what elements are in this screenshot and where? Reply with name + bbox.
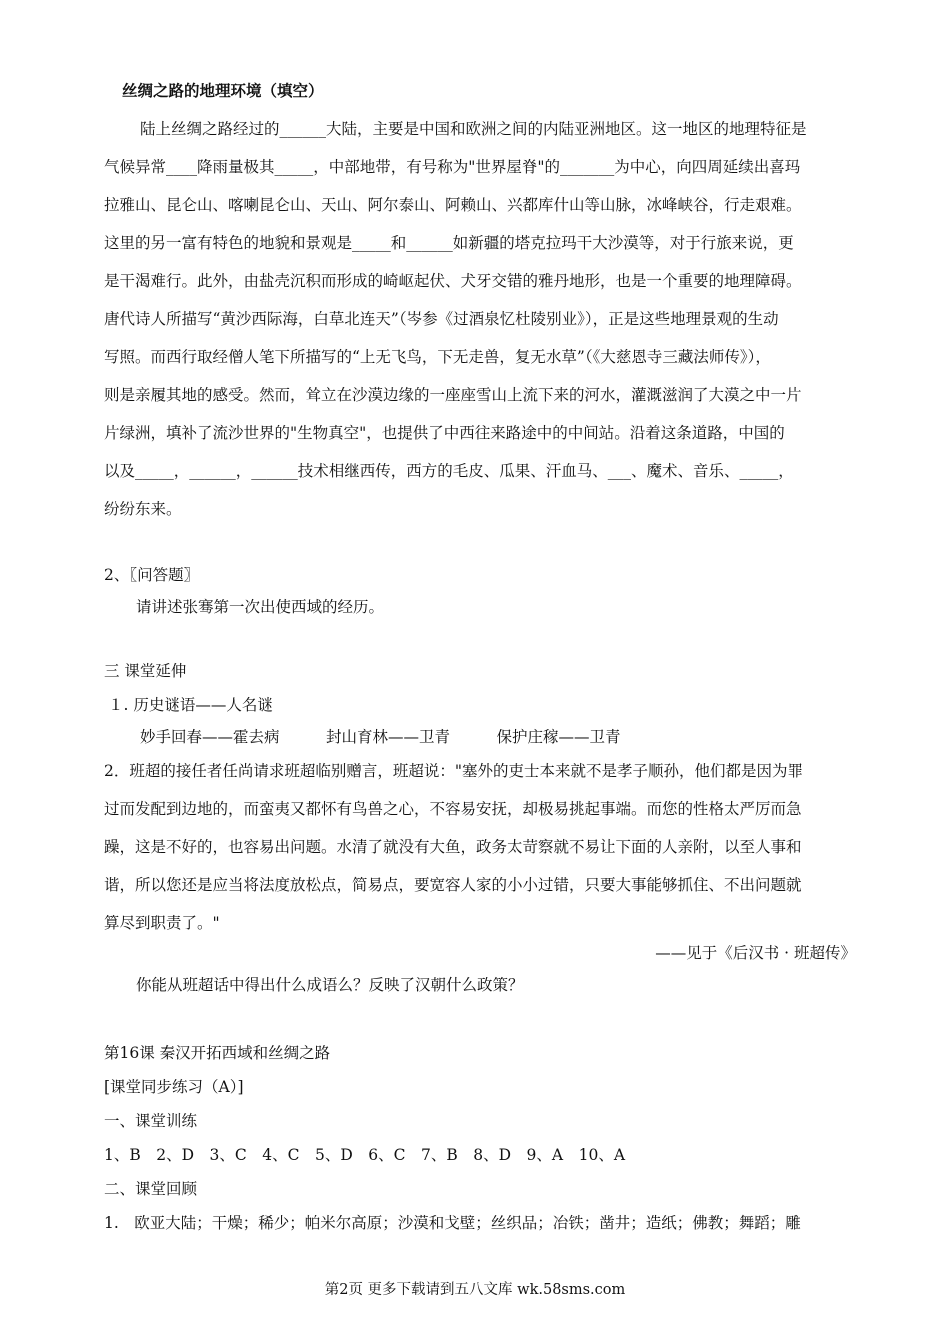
quote-line: 2．班超的接任者任尚请求班超临别赠言，班超说："塞外的吏士本来就不是孝子顺孙，他们都是因为罪 [104, 762, 803, 780]
paragraph-line: 唐代诗人所描写“黄沙西际海，白草北连天”（岑参《过酒泉忆杜陵别业》），正是这些地理景观的生动 [104, 310, 779, 328]
paragraph-line: 这里的另一富有特色的地貌和景观是_____和______如新疆的塔克拉玛干大沙漠等，对于行旅来说，更 [104, 234, 794, 252]
paragraph-line: 陆上丝绸之路经过的______大陆，主要是中国和欧洲之间的内陆亚洲地区。这一地区的地理特征是 [140, 120, 807, 138]
part1-answers: 1、B 2、D 3、C 4、C 5、D 6、C 7、B 8、D 9、A 10、A [104, 1146, 626, 1164]
riddle-list: 妙手回春——霍去病 封山育林——卫青 保护庄稼——卫青 [140, 728, 621, 746]
practice-heading: [课堂同步练习（A）] [104, 1078, 244, 1096]
riddle-heading: １. 历史谜语——人名谜 [108, 696, 273, 714]
quote-line: 算尽到职责了。" [104, 914, 220, 932]
part2-answers: 1. 欧亚大陆；干燥；稀少；帕米尔高原；沙漠和戈壁；丝织品；冶铁；凿井；造纸；佛教；舞蹈；雕 [104, 1214, 801, 1232]
part2-heading: 二、课堂回顾 [104, 1180, 198, 1198]
question-text: 请讲述张骞第一次出使西域的经历。 [136, 598, 385, 616]
quote-line: 谐，所以您还是应当将法度放松点，简易点，要宽容人家的小小过错，只要大事能够抓住、不出问题就 [104, 876, 802, 894]
extension-question: 你能从班超话中得出什么成语么？反映了汉朝什么政策？ [136, 976, 524, 994]
part1-heading: 一、课堂训练 [104, 1112, 198, 1130]
quote-source: ——见于《后汉书 · 班超传》 [655, 944, 856, 962]
quote-line: 过而发配到边地的，而蛮夷又都怀有鸟兽之心，不容易安抚，却极易挑起事端。而您的性格太严厉而急 [104, 800, 802, 818]
lesson-title: 第16课 秦汉开拓西域和丝绸之路 [104, 1044, 331, 1062]
paragraph-line: 是干渴难行。此外，由盐壳沉积而形成的崎岖起伏、犬牙交错的雅丹地形，也是一个重要的地理障碍。 [104, 272, 802, 290]
paragraph-line: 则是亲履其地的感受。然而，耸立在沙漠边缘的一座座雪山上流下来的河水，灌溉滋润了大漠之中一片 [104, 386, 802, 404]
paragraph-line: 纷纷东来。 [104, 500, 182, 518]
section-title: 丝绸之路的地理环境（填空） [122, 82, 324, 100]
page-footer: 第2页 更多下载请到五八文库 wk.58sms.com [324, 1282, 626, 1298]
paragraph-line: 写照。而西行取经僧人笔下所描写的“上无飞鸟，下无走兽，复无水草”（《大慈恩寺三藏法师传》）， [104, 348, 771, 366]
paragraph-line: 拉雅山、昆仑山、喀喇昆仑山、天山、阿尔泰山、阿赖山、兴都库什山等山脉，冰峰峡谷，行走艰难。 [104, 196, 802, 214]
extension-heading: 三 课堂延伸 [104, 662, 187, 680]
paragraph-line: 片绿洲，填补了流沙世界的"生物真空"，也提供了中西往来路途中的中间站。沿着这条道路，中国的 [104, 424, 785, 442]
question-heading: 2、〖问答题〗 [104, 566, 200, 584]
paragraph-line: 以及_____，______，______技术相继西传，西方的毛皮、瓜果、汗血马、___、魔术、音乐、_____， [104, 462, 794, 480]
paragraph-line: 气候异常____降雨量极其_____，中部地带，有号称为"世界屋脊"的_______为中心，向四周延续出喜玛 [104, 158, 801, 176]
quote-line: 躁，这是不好的，也容易出问题。水清了就没有大鱼，政务太苛察就不易让下面的人亲附，以至人事和 [104, 838, 802, 856]
